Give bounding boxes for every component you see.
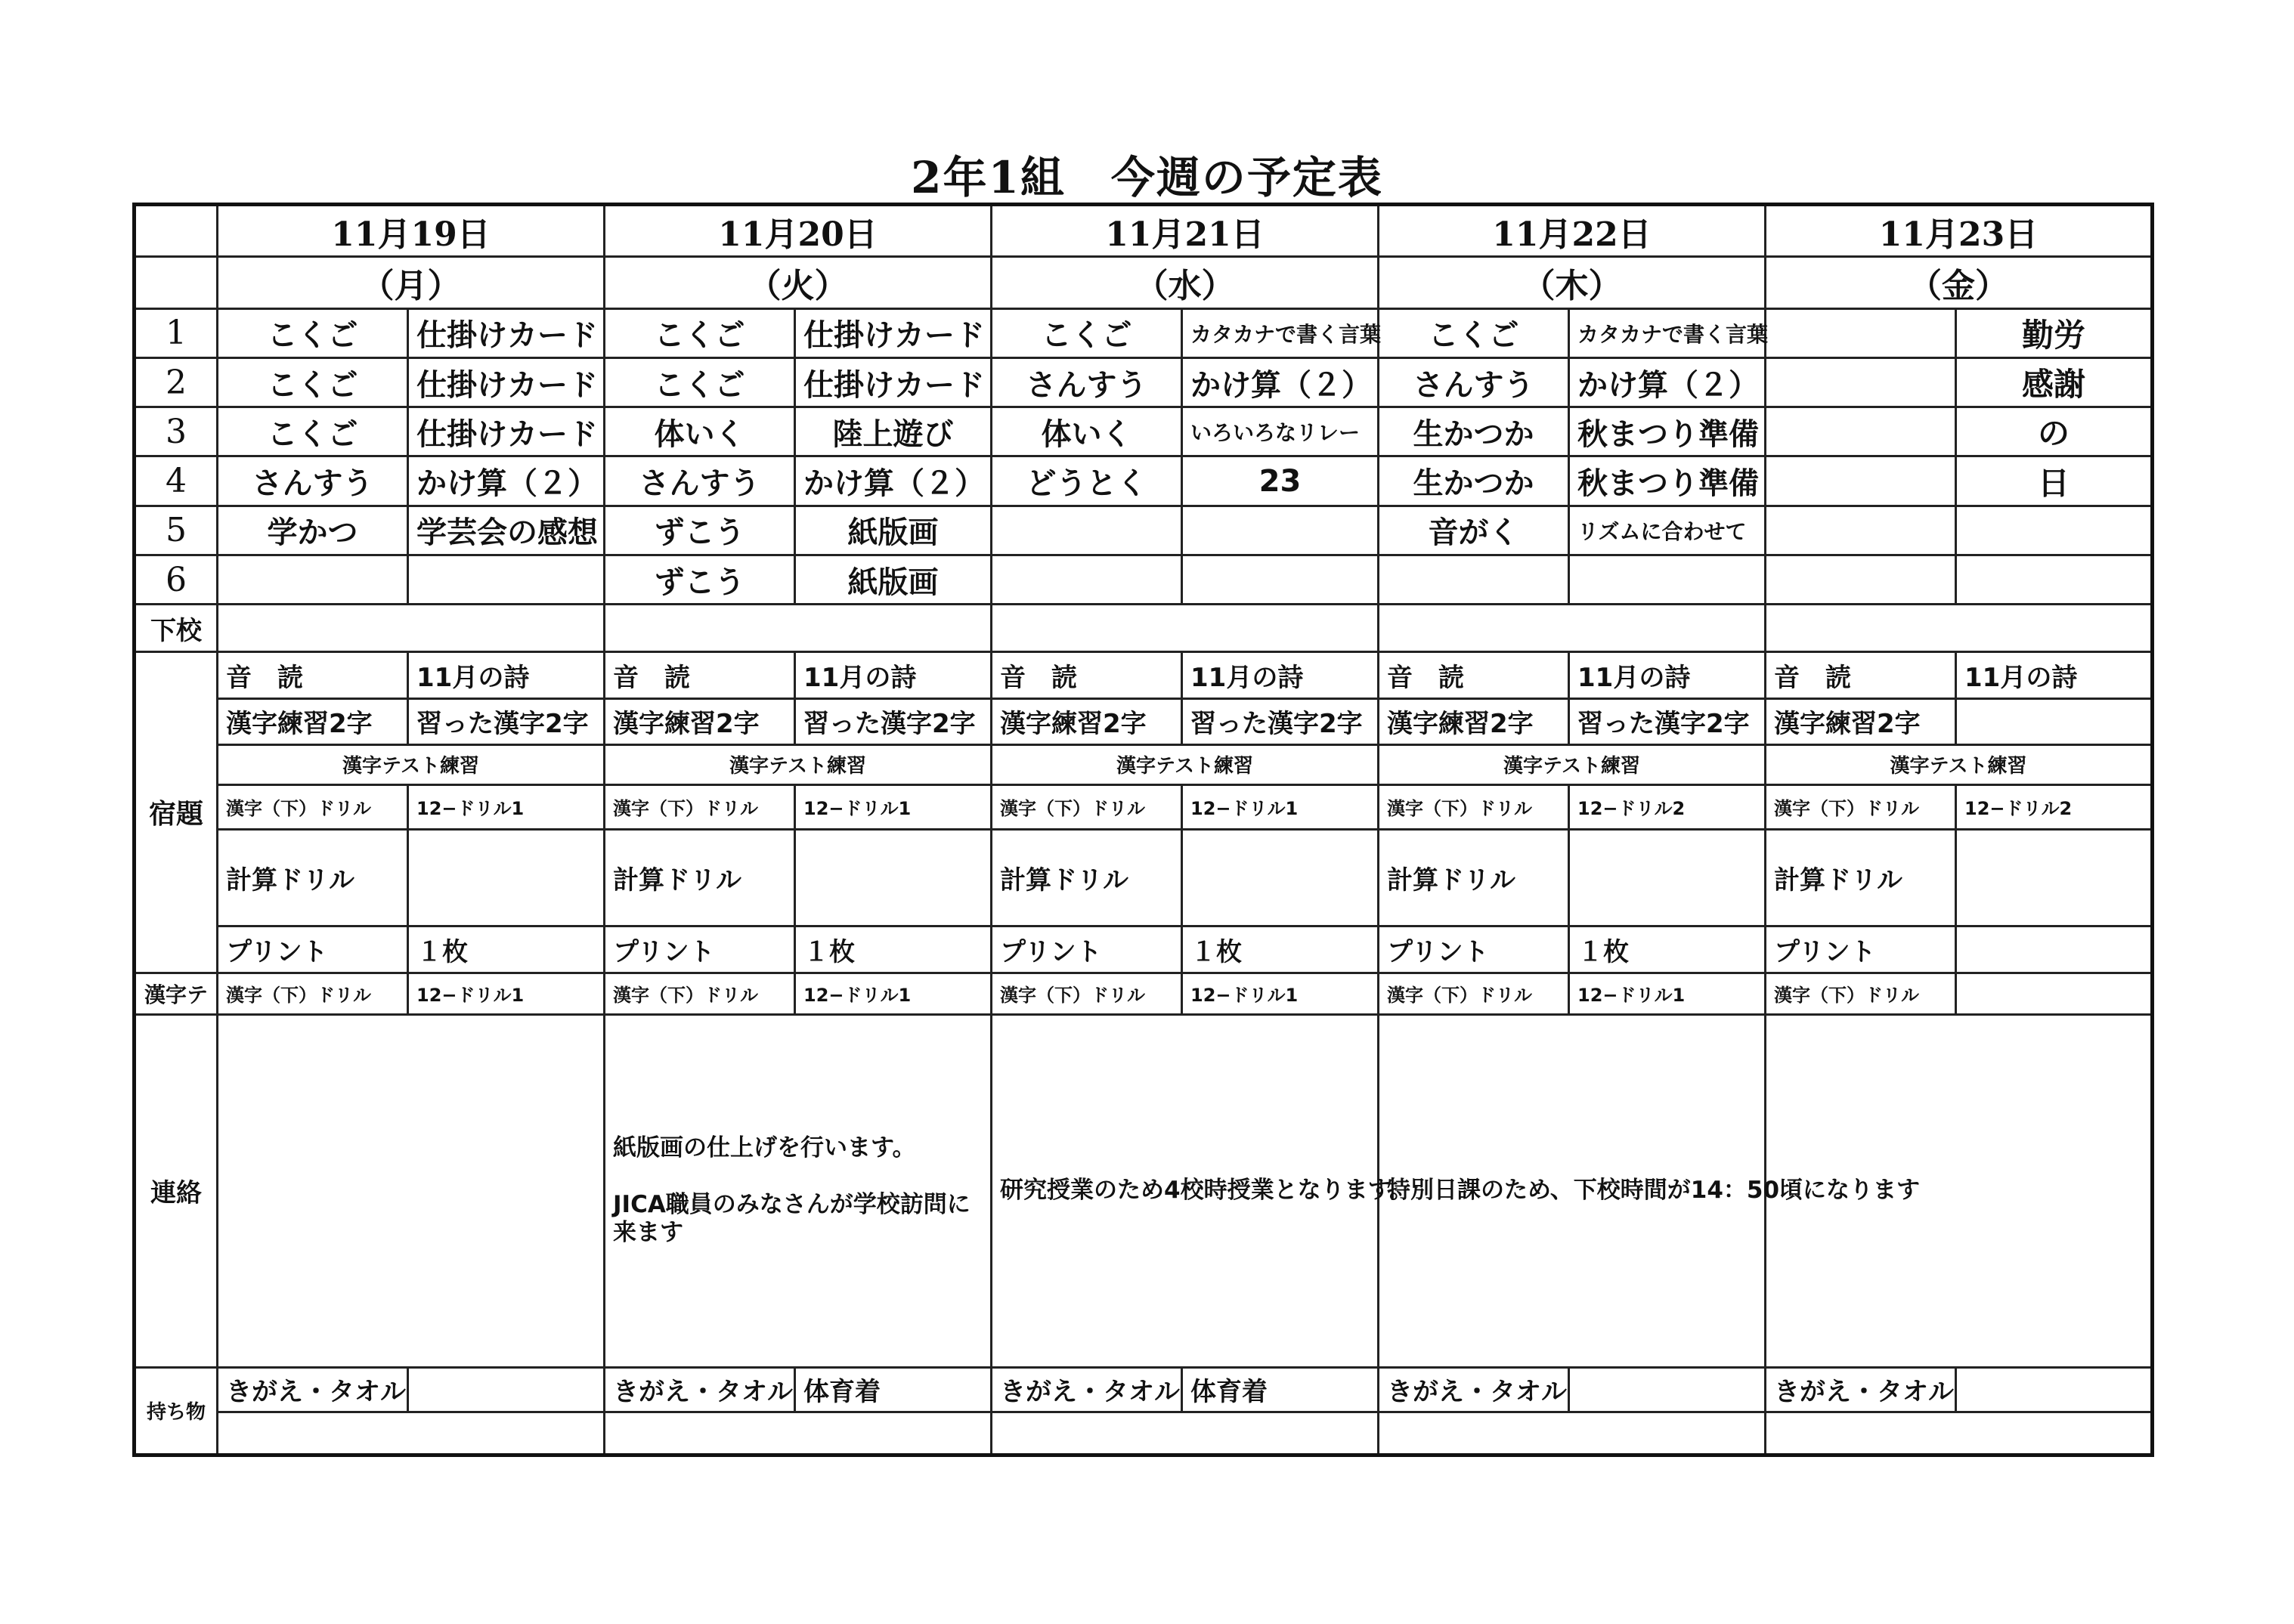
date-fri: 11月23日 <box>1766 205 2153 257</box>
dismissal-cell <box>1766 605 2153 652</box>
hw-value <box>1956 926 2153 973</box>
unit-cell: カタカナで書く言葉 <box>1182 308 1379 357</box>
unit-cell: カタカナで書く言葉 <box>1569 308 1766 357</box>
hw-item: 音 読 <box>1379 652 1569 698</box>
dismissal-cell <box>218 605 605 652</box>
date-thu: 11月22日 <box>1379 205 1766 257</box>
hw-value: １枚 <box>795 926 992 973</box>
kanji-test-value: 12−ドリル1 <box>795 973 992 1014</box>
subject-cell: 体いく <box>992 407 1182 456</box>
unit-cell: 仕掛けカード <box>408 407 605 456</box>
hw-value: 12−ドリル1 <box>408 784 605 829</box>
hw-value: 12−ドリル1 <box>1182 784 1379 829</box>
subject-cell <box>1766 456 1956 506</box>
page-title: 2年1組 今週の予定表 <box>911 152 1383 203</box>
weekday-fri: （金） <box>1766 257 2153 308</box>
kanji-test-item: 漢字（下）ドリル <box>605 973 795 1014</box>
unit-cell: かけ算（２） <box>408 456 605 506</box>
hw-item: 計算ドリル <box>218 829 408 926</box>
subject-cell <box>1766 357 1956 407</box>
unit-cell <box>1956 555 2153 604</box>
hw-item: プリント <box>992 926 1182 973</box>
subject-cell: 音がく <box>1379 506 1569 555</box>
hw-test-practice: 漢字テスト練習 <box>992 744 1379 784</box>
subject-cell: さんすう <box>218 456 408 506</box>
subject-cell <box>1379 555 1569 604</box>
unit-cell: 秋まつり準備 <box>1569 456 1766 506</box>
belongings-label: 持ち物 <box>135 1367 218 1455</box>
kanji-test-item: 漢字（下）ドリル <box>992 973 1182 1014</box>
hw-item: 音 読 <box>992 652 1182 698</box>
hw-test-practice: 漢字テスト練習 <box>1766 744 2153 784</box>
notice-label: 連絡 <box>135 1014 218 1367</box>
homework-row-drill <box>135 784 2153 829</box>
weekday-wed: （水） <box>992 257 1379 308</box>
hw-value <box>1956 829 2153 926</box>
holiday-text: 感謝 <box>1956 357 2153 407</box>
hw-value: 習った漢字2字 <box>795 698 992 744</box>
subject-cell <box>1766 506 1956 555</box>
dismissal-cell <box>1379 605 1766 652</box>
unit-cell <box>408 555 605 604</box>
hw-item: プリント <box>1766 926 1956 973</box>
subject-cell: ずこう <box>605 555 795 604</box>
subject-cell <box>1766 555 1956 604</box>
holiday-text: 日 <box>1956 456 2153 506</box>
period-row-6 <box>135 555 2153 604</box>
dismissal-cell <box>605 605 992 652</box>
unit-cell: 仕掛けカード <box>408 357 605 407</box>
holiday-text: 勤労 <box>1956 308 2153 357</box>
kanji-test-value: 12−ドリル1 <box>408 973 605 1014</box>
subject-cell: こくご <box>218 357 408 407</box>
holiday-text: の <box>1956 407 2153 456</box>
corner-cell <box>135 205 218 257</box>
unit-cell: 秋まつり準備 <box>1569 407 1766 456</box>
hw-item: 計算ドリル <box>992 829 1182 926</box>
hw-value <box>795 829 992 926</box>
hw-value: 習った漢字2字 <box>1569 698 1766 744</box>
hw-item: 漢字練習2字 <box>605 698 795 744</box>
hw-item: 漢字（下）ドリル <box>1766 784 1956 829</box>
unit-cell: 仕掛けカード <box>795 308 992 357</box>
date-row <box>135 205 2153 257</box>
hw-value: 11月の詩 <box>1569 652 1766 698</box>
hw-item: 音 読 <box>218 652 408 698</box>
belongings-item: 体育着 <box>1182 1367 1379 1412</box>
subject-cell: こくご <box>992 308 1182 357</box>
date-wed: 11月21日 <box>992 205 1379 257</box>
subject-cell <box>218 555 408 604</box>
hw-item: プリント <box>1379 926 1569 973</box>
subject-cell: ずこう <box>605 506 795 555</box>
hw-value: １枚 <box>408 926 605 973</box>
dismissal-row <box>135 605 2153 652</box>
unit-cell: 学芸会の感想 <box>408 506 605 555</box>
kanji-test-item: 漢字（下）ドリル <box>1379 973 1569 1014</box>
hw-item: 漢字（下）ドリル <box>992 784 1182 829</box>
notice-cell: 紙版画の仕上げを行います。 JICA職員のみなさんが学校訪問に来ます <box>605 1014 992 1367</box>
unit-cell <box>1182 555 1379 604</box>
hw-value <box>408 829 605 926</box>
subject-cell: こくご <box>218 308 408 357</box>
unit-cell: 仕掛けカード <box>408 308 605 357</box>
unit-cell: リズムに合わせて <box>1569 506 1766 555</box>
subject-cell: さんすう <box>605 456 795 506</box>
unit-cell: 紙版画 <box>795 506 992 555</box>
hw-value: １枚 <box>1569 926 1766 973</box>
period-label: 6 <box>135 555 218 604</box>
hw-item: 漢字練習2字 <box>218 698 408 744</box>
hw-test-practice: 漢字テスト練習 <box>605 744 992 784</box>
belongings-item <box>1569 1367 1766 1412</box>
belongings-item: きがえ・タオル <box>218 1367 408 1412</box>
notice-row <box>135 1014 2153 1367</box>
hw-item: 漢字（下）ドリル <box>605 784 795 829</box>
hw-item: 計算ドリル <box>1379 829 1569 926</box>
subject-cell: さんすう <box>1379 357 1569 407</box>
subject-cell <box>1766 407 1956 456</box>
belongings-item <box>408 1367 605 1412</box>
subject-cell: さんすう <box>992 357 1182 407</box>
period-row-3 <box>135 407 2153 456</box>
notice-cell: 特別日課のため、下校時間が14：50頃になります <box>1379 1014 1766 1367</box>
hw-item: 漢字練習2字 <box>1766 698 1956 744</box>
hw-value: 11月の詩 <box>408 652 605 698</box>
unit-cell <box>1569 555 1766 604</box>
subject-cell: こくご <box>605 308 795 357</box>
hw-value <box>1569 829 1766 926</box>
period-label: 1 <box>135 308 218 357</box>
hw-value: １枚 <box>1182 926 1379 973</box>
hw-value: 習った漢字2字 <box>408 698 605 744</box>
unit-cell <box>1182 506 1379 555</box>
hw-value <box>1182 829 1379 926</box>
subject-cell: 体いく <box>605 407 795 456</box>
hw-item: 漢字（下）ドリル <box>218 784 408 829</box>
hw-value: 12−ドリル2 <box>1569 784 1766 829</box>
belongings-blank <box>1766 1412 2153 1455</box>
kanji-test-value: 12−ドリル1 <box>1182 973 1379 1014</box>
hw-value: 12−ドリル2 <box>1956 784 2153 829</box>
hw-test-practice: 漢字テスト練習 <box>218 744 605 784</box>
subject-cell: どうとく <box>992 456 1182 506</box>
date-mon: 11月19日 <box>218 205 605 257</box>
belongings-item: きがえ・タオル <box>1379 1367 1569 1412</box>
hw-test-practice: 漢字テスト練習 <box>1379 744 1766 784</box>
weekday-mon: （月） <box>218 257 605 308</box>
period-row-1 <box>135 308 2153 357</box>
weekday-tue: （火） <box>605 257 992 308</box>
unit-cell: 23 <box>1182 456 1379 506</box>
subject-cell: 学かつ <box>218 506 408 555</box>
kanji-test-item: 漢字（下）ドリル <box>1766 973 1956 1014</box>
period-label: 4 <box>135 456 218 506</box>
belongings-blank <box>992 1412 1379 1455</box>
belongings-item: きがえ・タオル <box>1766 1367 1956 1412</box>
subject-cell: こくご <box>605 357 795 407</box>
date-tue: 11月20日 <box>605 205 992 257</box>
hw-item: 計算ドリル <box>605 829 795 926</box>
subject-cell <box>992 555 1182 604</box>
belongings-item <box>1956 1367 2153 1412</box>
belongings-row <box>135 1367 2153 1412</box>
hw-value <box>1956 698 2153 744</box>
period-row-4 <box>135 456 2153 506</box>
unit-cell <box>1956 506 2153 555</box>
homework-label: 宿題 <box>135 652 218 973</box>
hw-value: 習った漢字2字 <box>1182 698 1379 744</box>
period-row-5 <box>135 506 2153 555</box>
notice-cell <box>218 1014 605 1367</box>
notice-cell: 研究授業のため4校時授業となります。 <box>992 1014 1379 1367</box>
kanji-test-row <box>135 973 2153 1014</box>
hw-item: プリント <box>605 926 795 973</box>
unit-cell: 仕掛けカード <box>795 357 992 407</box>
subject-cell <box>1766 308 1956 357</box>
hw-item: 漢字練習2字 <box>1379 698 1569 744</box>
unit-cell: いろいろなリレー <box>1182 407 1379 456</box>
weekly-schedule-table <box>132 203 2154 1457</box>
belongings-blank <box>218 1412 605 1455</box>
weekday-row <box>135 257 2153 308</box>
unit-cell: 陸上遊び <box>795 407 992 456</box>
homework-row-kanji <box>135 698 2153 744</box>
hw-value: 11月の詩 <box>795 652 992 698</box>
hw-item: 計算ドリル <box>1766 829 1956 926</box>
unit-cell: 紙版画 <box>795 555 992 604</box>
period-row-2 <box>135 357 2153 407</box>
homework-row-keisan <box>135 829 2153 926</box>
belongings-blank <box>605 1412 992 1455</box>
hw-item: 音 読 <box>605 652 795 698</box>
period-label: 2 <box>135 357 218 407</box>
corner-cell <box>135 257 218 308</box>
dismissal-cell <box>992 605 1379 652</box>
homework-row-test-practice <box>135 744 2153 784</box>
hw-value: 11月の詩 <box>1182 652 1379 698</box>
hw-item: 漢字練習2字 <box>992 698 1182 744</box>
kanji-test-value: 12−ドリル1 <box>1569 973 1766 1014</box>
belongings-item: 体育着 <box>795 1367 992 1412</box>
hw-item: 漢字（下）ドリル <box>1379 784 1569 829</box>
hw-item: 音 読 <box>1766 652 1956 698</box>
unit-cell: かけ算（２） <box>1569 357 1766 407</box>
subject-cell <box>992 506 1182 555</box>
kanji-test-value <box>1956 973 2153 1014</box>
period-label: 3 <box>135 407 218 456</box>
dismissal-label: 下校 <box>135 605 218 652</box>
unit-cell: かけ算（２） <box>795 456 992 506</box>
hw-item: プリント <box>218 926 408 973</box>
weekday-thu: （木） <box>1379 257 1766 308</box>
subject-cell: こくご <box>218 407 408 456</box>
homework-row-ondoku <box>135 652 2153 698</box>
subject-cell: 生かつか <box>1379 407 1569 456</box>
belongings-row-2 <box>135 1412 2153 1455</box>
belongings-item: きがえ・タオル <box>605 1367 795 1412</box>
kanji-test-label: 漢字テ <box>135 973 218 1014</box>
subject-cell: 生かつか <box>1379 456 1569 506</box>
hw-value: 11月の詩 <box>1956 652 2153 698</box>
kanji-test-item: 漢字（下）ドリル <box>218 973 408 1014</box>
unit-cell: かけ算（２） <box>1182 357 1379 407</box>
period-label: 5 <box>135 506 218 555</box>
homework-row-print <box>135 926 2153 973</box>
belongings-item: きがえ・タオル <box>992 1367 1182 1412</box>
hw-value: 12−ドリル1 <box>795 784 992 829</box>
belongings-blank <box>1379 1412 1766 1455</box>
subject-cell: こくご <box>1379 308 1569 357</box>
